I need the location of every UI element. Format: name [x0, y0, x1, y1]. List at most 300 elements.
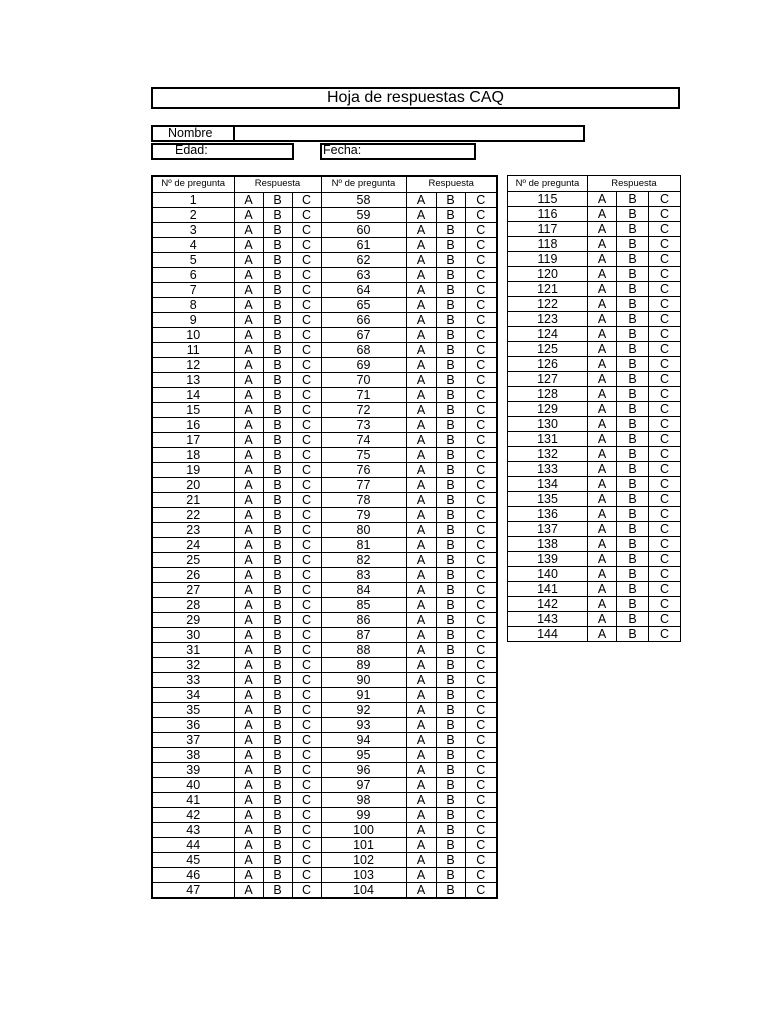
answer-option-c[interactable]: C — [649, 312, 681, 327]
answer-option-b[interactable]: B — [436, 297, 465, 312]
answer-option-b[interactable]: B — [263, 387, 292, 402]
answer-option-c[interactable]: C — [649, 207, 681, 222]
answer-option-b[interactable]: B — [436, 597, 465, 612]
answer-option-a[interactable]: A — [406, 252, 436, 267]
answer-option-b[interactable]: B — [436, 792, 465, 807]
answer-option-b[interactable]: B — [263, 297, 292, 312]
answer-option-c[interactable]: C — [292, 732, 321, 747]
answer-option-b[interactable]: B — [617, 372, 649, 387]
answer-option-a[interactable]: A — [406, 567, 436, 582]
answer-option-c[interactable]: C — [465, 717, 497, 732]
answer-option-a[interactable]: A — [234, 837, 263, 852]
answer-option-c[interactable]: C — [649, 417, 681, 432]
answer-option-c[interactable]: C — [292, 882, 321, 898]
answer-option-b[interactable]: B — [263, 222, 292, 237]
answer-option-a[interactable]: A — [588, 522, 617, 537]
answer-option-a[interactable]: A — [406, 552, 436, 567]
answer-option-c[interactable]: C — [465, 822, 497, 837]
answer-option-b[interactable]: B — [436, 882, 465, 898]
answer-option-b[interactable]: B — [263, 882, 292, 898]
answer-option-a[interactable]: A — [588, 192, 617, 207]
answer-option-a[interactable]: A — [406, 702, 436, 717]
answer-option-b[interactable]: B — [617, 492, 649, 507]
answer-option-a[interactable]: A — [588, 432, 617, 447]
answer-option-b[interactable]: B — [263, 717, 292, 732]
answer-option-a[interactable]: A — [406, 417, 436, 432]
answer-option-a[interactable]: A — [588, 327, 617, 342]
answer-option-a[interactable]: A — [406, 297, 436, 312]
answer-option-a[interactable]: A — [588, 387, 617, 402]
answer-option-b[interactable]: B — [617, 207, 649, 222]
answer-option-a[interactable]: A — [234, 522, 263, 537]
answer-option-b[interactable]: B — [263, 462, 292, 477]
answer-option-a[interactable]: A — [406, 447, 436, 462]
answer-option-c[interactable]: C — [465, 687, 497, 702]
answer-option-c[interactable]: C — [465, 252, 497, 267]
answer-option-a[interactable]: A — [234, 297, 263, 312]
answer-option-b[interactable]: B — [617, 537, 649, 552]
answer-option-a[interactable]: A — [234, 477, 263, 492]
answer-option-a[interactable]: A — [406, 237, 436, 252]
answer-option-c[interactable]: C — [292, 642, 321, 657]
answer-option-a[interactable]: A — [588, 507, 617, 522]
answer-option-b[interactable]: B — [263, 447, 292, 462]
answer-option-c[interactable]: C — [292, 267, 321, 282]
answer-option-a[interactable]: A — [588, 297, 617, 312]
answer-option-c[interactable]: C — [465, 312, 497, 327]
answer-option-a[interactable]: A — [588, 402, 617, 417]
answer-option-b[interactable]: B — [263, 417, 292, 432]
answer-option-a[interactable]: A — [588, 372, 617, 387]
answer-option-c[interactable]: C — [649, 537, 681, 552]
answer-option-c[interactable]: C — [292, 867, 321, 882]
answer-option-b[interactable]: B — [617, 237, 649, 252]
answer-option-a[interactable]: A — [588, 582, 617, 597]
answer-option-c[interactable]: C — [292, 507, 321, 522]
answer-option-b[interactable]: B — [436, 282, 465, 297]
answer-option-b[interactable]: B — [617, 417, 649, 432]
answer-option-b[interactable]: B — [617, 612, 649, 627]
answer-option-a[interactable]: A — [234, 732, 263, 747]
answer-option-a[interactable]: A — [588, 447, 617, 462]
answer-option-c[interactable]: C — [292, 222, 321, 237]
answer-option-a[interactable]: A — [234, 492, 263, 507]
answer-option-c[interactable]: C — [465, 267, 497, 282]
answer-option-a[interactable]: A — [234, 222, 263, 237]
answer-option-b[interactable]: B — [617, 192, 649, 207]
answer-option-b[interactable]: B — [263, 762, 292, 777]
answer-option-b[interactable]: B — [617, 342, 649, 357]
answer-option-c[interactable]: C — [465, 732, 497, 747]
answer-option-a[interactable]: A — [588, 342, 617, 357]
answer-option-b[interactable]: B — [617, 312, 649, 327]
answer-option-c[interactable]: C — [292, 747, 321, 762]
answer-option-c[interactable]: C — [649, 627, 681, 642]
answer-option-a[interactable]: A — [234, 567, 263, 582]
answer-option-a[interactable]: A — [406, 882, 436, 898]
answer-option-b[interactable]: B — [436, 462, 465, 477]
answer-option-b[interactable]: B — [436, 522, 465, 537]
answer-option-b[interactable]: B — [436, 342, 465, 357]
answer-option-a[interactable]: A — [406, 192, 436, 207]
answer-option-b[interactable]: B — [263, 732, 292, 747]
answer-option-c[interactable]: C — [649, 612, 681, 627]
answer-option-c[interactable]: C — [649, 192, 681, 207]
answer-option-c[interactable]: C — [649, 237, 681, 252]
answer-option-c[interactable]: C — [465, 612, 497, 627]
answer-option-c[interactable]: C — [465, 492, 497, 507]
answer-option-b[interactable]: B — [436, 762, 465, 777]
answer-option-b[interactable]: B — [263, 552, 292, 567]
answer-option-c[interactable]: C — [465, 852, 497, 867]
answer-option-a[interactable]: A — [234, 552, 263, 567]
answer-option-c[interactable]: C — [292, 297, 321, 312]
answer-option-c[interactable]: C — [292, 837, 321, 852]
answer-option-b[interactable]: B — [263, 627, 292, 642]
answer-option-b[interactable]: B — [436, 417, 465, 432]
answer-option-c[interactable]: C — [649, 372, 681, 387]
answer-option-c[interactable]: C — [465, 537, 497, 552]
answer-option-b[interactable]: B — [436, 402, 465, 417]
answer-option-a[interactable]: A — [234, 717, 263, 732]
answer-option-a[interactable]: A — [406, 357, 436, 372]
answer-option-c[interactable]: C — [649, 582, 681, 597]
answer-option-a[interactable]: A — [588, 207, 617, 222]
answer-option-a[interactable]: A — [406, 747, 436, 762]
answer-option-a[interactable]: A — [406, 852, 436, 867]
answer-option-b[interactable]: B — [436, 717, 465, 732]
answer-option-a[interactable]: A — [234, 402, 263, 417]
answer-option-c[interactable]: C — [292, 582, 321, 597]
answer-option-b[interactable]: B — [436, 612, 465, 627]
answer-option-b[interactable]: B — [436, 657, 465, 672]
answer-option-c[interactable]: C — [292, 492, 321, 507]
answer-option-b[interactable]: B — [263, 477, 292, 492]
answer-option-b[interactable]: B — [617, 582, 649, 597]
answer-option-a[interactable]: A — [234, 282, 263, 297]
answer-option-c[interactable]: C — [292, 807, 321, 822]
answer-option-a[interactable]: A — [234, 387, 263, 402]
answer-option-b[interactable]: B — [263, 672, 292, 687]
answer-option-b[interactable]: B — [263, 342, 292, 357]
answer-option-c[interactable]: C — [649, 357, 681, 372]
answer-option-a[interactable]: A — [406, 732, 436, 747]
answer-option-a[interactable]: A — [234, 342, 263, 357]
answer-option-a[interactable]: A — [234, 777, 263, 792]
answer-option-a[interactable]: A — [234, 627, 263, 642]
answer-option-c[interactable]: C — [465, 567, 497, 582]
answer-option-a[interactable]: A — [234, 582, 263, 597]
answer-option-a[interactable]: A — [406, 687, 436, 702]
answer-option-c[interactable]: C — [649, 282, 681, 297]
answer-option-c[interactable]: C — [292, 402, 321, 417]
answer-option-a[interactable]: A — [588, 552, 617, 567]
answer-option-b[interactable]: B — [436, 807, 465, 822]
answer-option-c[interactable]: C — [649, 552, 681, 567]
answer-option-b[interactable]: B — [617, 627, 649, 642]
answer-option-b[interactable]: B — [436, 432, 465, 447]
answer-option-b[interactable]: B — [617, 447, 649, 462]
answer-option-a[interactable]: A — [588, 222, 617, 237]
answer-option-a[interactable]: A — [234, 657, 263, 672]
answer-option-c[interactable]: C — [292, 627, 321, 642]
answer-option-b[interactable]: B — [617, 387, 649, 402]
answer-option-a[interactable]: A — [406, 762, 436, 777]
answer-option-b[interactable]: B — [263, 567, 292, 582]
answer-option-a[interactable]: A — [406, 402, 436, 417]
answer-option-b[interactable]: B — [617, 567, 649, 582]
answer-option-c[interactable]: C — [649, 267, 681, 282]
answer-option-c[interactable]: C — [465, 882, 497, 898]
answer-option-c[interactable]: C — [465, 477, 497, 492]
answer-option-b[interactable]: B — [436, 672, 465, 687]
answer-option-b[interactable]: B — [263, 852, 292, 867]
answer-option-c[interactable]: C — [465, 282, 497, 297]
answer-option-b[interactable]: B — [436, 777, 465, 792]
answer-option-b[interactable]: B — [436, 387, 465, 402]
answer-option-b[interactable]: B — [617, 282, 649, 297]
answer-option-c[interactable]: C — [465, 417, 497, 432]
answer-option-c[interactable]: C — [465, 522, 497, 537]
answer-option-c[interactable]: C — [465, 582, 497, 597]
answer-option-c[interactable]: C — [649, 327, 681, 342]
answer-option-a[interactable]: A — [406, 612, 436, 627]
answer-option-a[interactable]: A — [588, 627, 617, 642]
answer-option-c[interactable]: C — [465, 597, 497, 612]
answer-option-a[interactable]: A — [588, 312, 617, 327]
answer-option-c[interactable]: C — [292, 567, 321, 582]
answer-option-c[interactable]: C — [292, 237, 321, 252]
answer-option-a[interactable]: A — [234, 642, 263, 657]
answer-option-b[interactable]: B — [436, 252, 465, 267]
answer-option-a[interactable]: A — [234, 327, 263, 342]
answer-option-a[interactable]: A — [234, 447, 263, 462]
answer-option-a[interactable]: A — [234, 237, 263, 252]
answer-option-b[interactable]: B — [436, 822, 465, 837]
answer-option-a[interactable]: A — [406, 207, 436, 222]
answer-option-c[interactable]: C — [292, 702, 321, 717]
answer-option-b[interactable]: B — [263, 312, 292, 327]
answer-option-a[interactable]: A — [406, 597, 436, 612]
answer-option-c[interactable]: C — [649, 477, 681, 492]
answer-option-a[interactable]: A — [234, 672, 263, 687]
answer-option-a[interactable]: A — [234, 417, 263, 432]
answer-option-a[interactable]: A — [406, 372, 436, 387]
answer-option-c[interactable]: C — [649, 447, 681, 462]
answer-option-b[interactable]: B — [617, 402, 649, 417]
answer-option-b[interactable]: B — [263, 747, 292, 762]
answer-option-c[interactable]: C — [465, 867, 497, 882]
answer-option-a[interactable]: A — [234, 597, 263, 612]
answer-option-c[interactable]: C — [465, 507, 497, 522]
answer-option-a[interactable]: A — [234, 882, 263, 898]
answer-option-c[interactable]: C — [292, 462, 321, 477]
answer-option-c[interactable]: C — [465, 222, 497, 237]
answer-option-b[interactable]: B — [617, 432, 649, 447]
answer-option-b[interactable]: B — [436, 837, 465, 852]
answer-option-b[interactable]: B — [263, 267, 292, 282]
answer-option-c[interactable]: C — [649, 297, 681, 312]
answer-option-b[interactable]: B — [263, 372, 292, 387]
answer-option-a[interactable]: A — [588, 567, 617, 582]
answer-option-c[interactable]: C — [292, 387, 321, 402]
answer-option-b[interactable]: B — [436, 507, 465, 522]
answer-option-a[interactable]: A — [406, 522, 436, 537]
answer-option-c[interactable]: C — [649, 252, 681, 267]
answer-option-b[interactable]: B — [617, 327, 649, 342]
answer-option-c[interactable]: C — [649, 492, 681, 507]
answer-option-c[interactable]: C — [465, 357, 497, 372]
answer-option-c[interactable]: C — [465, 657, 497, 672]
answer-option-a[interactable]: A — [234, 867, 263, 882]
answer-option-b[interactable]: B — [617, 222, 649, 237]
answer-option-b[interactable]: B — [263, 702, 292, 717]
answer-option-c[interactable]: C — [465, 372, 497, 387]
answer-option-c[interactable]: C — [292, 597, 321, 612]
answer-option-a[interactable]: A — [406, 462, 436, 477]
answer-option-a[interactable]: A — [406, 222, 436, 237]
answer-option-b[interactable]: B — [263, 522, 292, 537]
answer-option-a[interactable]: A — [588, 237, 617, 252]
answer-option-b[interactable]: B — [436, 537, 465, 552]
answer-option-c[interactable]: C — [292, 777, 321, 792]
answer-option-b[interactable]: B — [436, 312, 465, 327]
answer-option-b[interactable]: B — [436, 237, 465, 252]
answer-option-b[interactable]: B — [263, 687, 292, 702]
answer-option-b[interactable]: B — [436, 627, 465, 642]
answer-option-a[interactable]: A — [234, 822, 263, 837]
answer-option-b[interactable]: B — [263, 612, 292, 627]
answer-option-b[interactable]: B — [263, 492, 292, 507]
answer-option-b[interactable]: B — [617, 297, 649, 312]
answer-option-b[interactable]: B — [263, 807, 292, 822]
answer-option-c[interactable]: C — [465, 387, 497, 402]
answer-option-b[interactable]: B — [617, 552, 649, 567]
answer-option-b[interactable]: B — [263, 207, 292, 222]
answer-option-a[interactable]: A — [406, 867, 436, 882]
answer-option-b[interactable]: B — [263, 777, 292, 792]
answer-option-b[interactable]: B — [436, 192, 465, 207]
answer-option-a[interactable]: A — [588, 492, 617, 507]
answer-option-b[interactable]: B — [436, 372, 465, 387]
answer-option-a[interactable]: A — [234, 762, 263, 777]
answer-option-a[interactable]: A — [234, 702, 263, 717]
answer-option-c[interactable]: C — [465, 207, 497, 222]
answer-option-c[interactable]: C — [292, 792, 321, 807]
answer-option-b[interactable]: B — [617, 522, 649, 537]
answer-option-a[interactable]: A — [406, 312, 436, 327]
answer-option-b[interactable]: B — [263, 432, 292, 447]
answer-option-a[interactable]: A — [406, 387, 436, 402]
answer-option-c[interactable]: C — [465, 672, 497, 687]
answer-option-a[interactable]: A — [588, 282, 617, 297]
answer-option-a[interactable]: A — [406, 657, 436, 672]
answer-option-b[interactable]: B — [436, 327, 465, 342]
answer-option-a[interactable]: A — [406, 642, 436, 657]
answer-option-a[interactable]: A — [406, 342, 436, 357]
answer-option-c[interactable]: C — [465, 432, 497, 447]
answer-option-c[interactable]: C — [292, 762, 321, 777]
answer-option-a[interactable]: A — [234, 462, 263, 477]
answer-option-b[interactable]: B — [263, 357, 292, 372]
answer-option-c[interactable]: C — [292, 657, 321, 672]
answer-option-c[interactable]: C — [292, 417, 321, 432]
answer-option-c[interactable]: C — [292, 717, 321, 732]
answer-option-a[interactable]: A — [406, 777, 436, 792]
answer-option-a[interactable]: A — [406, 537, 436, 552]
answer-option-b[interactable]: B — [263, 327, 292, 342]
answer-option-b[interactable]: B — [263, 597, 292, 612]
answer-option-a[interactable]: A — [234, 252, 263, 267]
answer-option-a[interactable]: A — [588, 612, 617, 627]
answer-option-a[interactable]: A — [234, 747, 263, 762]
answer-option-c[interactable]: C — [465, 552, 497, 567]
answer-option-a[interactable]: A — [234, 192, 263, 207]
answer-option-a[interactable]: A — [234, 312, 263, 327]
answer-option-a[interactable]: A — [588, 417, 617, 432]
answer-option-a[interactable]: A — [406, 582, 436, 597]
answer-option-c[interactable]: C — [292, 612, 321, 627]
answer-option-b[interactable]: B — [263, 837, 292, 852]
answer-option-c[interactable]: C — [292, 447, 321, 462]
answer-option-c[interactable]: C — [465, 807, 497, 822]
answer-option-b[interactable]: B — [436, 642, 465, 657]
answer-option-b[interactable]: B — [617, 252, 649, 267]
answer-option-c[interactable]: C — [292, 672, 321, 687]
answer-option-c[interactable]: C — [465, 327, 497, 342]
answer-option-a[interactable]: A — [234, 792, 263, 807]
answer-option-b[interactable]: B — [617, 477, 649, 492]
answer-option-b[interactable]: B — [436, 267, 465, 282]
answer-option-c[interactable]: C — [292, 282, 321, 297]
answer-option-c[interactable]: C — [292, 687, 321, 702]
answer-option-b[interactable]: B — [263, 537, 292, 552]
answer-option-a[interactable]: A — [406, 327, 436, 342]
answer-option-c[interactable]: C — [292, 327, 321, 342]
answer-option-a[interactable]: A — [588, 357, 617, 372]
answer-option-a[interactable]: A — [234, 432, 263, 447]
edad-field[interactable] — [151, 143, 294, 160]
answer-option-c[interactable]: C — [465, 747, 497, 762]
answer-option-b[interactable]: B — [617, 357, 649, 372]
answer-option-c[interactable]: C — [292, 432, 321, 447]
answer-option-c[interactable]: C — [292, 852, 321, 867]
answer-option-a[interactable]: A — [234, 612, 263, 627]
answer-option-c[interactable]: C — [465, 837, 497, 852]
answer-option-a[interactable]: A — [234, 852, 263, 867]
answer-option-a[interactable]: A — [588, 462, 617, 477]
answer-option-c[interactable]: C — [465, 237, 497, 252]
answer-option-b[interactable]: B — [436, 702, 465, 717]
answer-option-c[interactable]: C — [292, 207, 321, 222]
answer-option-a[interactable]: A — [406, 837, 436, 852]
answer-option-a[interactable]: A — [234, 372, 263, 387]
answer-option-a[interactable]: A — [234, 357, 263, 372]
answer-option-b[interactable]: B — [617, 462, 649, 477]
answer-option-c[interactable]: C — [649, 222, 681, 237]
answer-option-a[interactable]: A — [234, 537, 263, 552]
answer-option-c[interactable]: C — [292, 192, 321, 207]
answer-option-b[interactable]: B — [263, 642, 292, 657]
answer-option-c[interactable]: C — [649, 597, 681, 612]
answer-option-a[interactable]: A — [406, 627, 436, 642]
answer-option-a[interactable]: A — [406, 822, 436, 837]
answer-option-b[interactable]: B — [436, 567, 465, 582]
answer-option-b[interactable]: B — [436, 447, 465, 462]
answer-option-b[interactable]: B — [263, 192, 292, 207]
answer-option-b[interactable]: B — [263, 792, 292, 807]
answer-option-c[interactable]: C — [465, 192, 497, 207]
